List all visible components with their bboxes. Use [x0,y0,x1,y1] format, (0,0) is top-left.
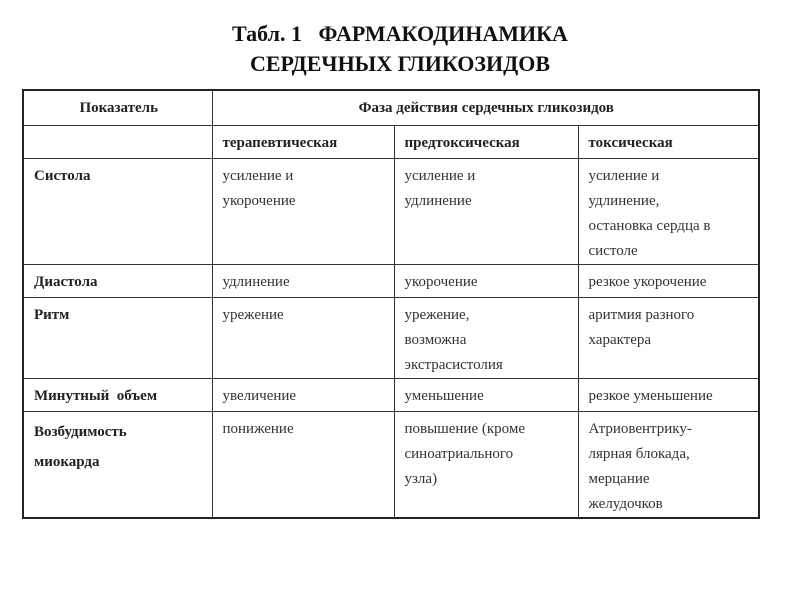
phase-therapeutic: терапевтическая [212,125,394,158]
cell-value: укорочение [394,264,578,297]
cell-value: повышение (кроме синоатриального узла) [394,411,578,518]
phase-toxic: токсическая [578,125,759,158]
cell-value: уменьшение [394,378,578,411]
row-indicator: Минутный объем [23,378,212,411]
empty-cell [23,125,212,158]
cell-value: урежение, возможна экстрасистолия [394,297,578,378]
row-indicator: Систола [23,158,212,264]
row-indicator: Диастола [23,264,212,297]
table-row [23,158,759,264]
header-indicator: Показатель [23,90,212,125]
cell-value: аритмия разного характера [578,297,759,378]
table-row [23,411,759,518]
table-row [23,297,759,378]
table-row [23,264,759,297]
title-line-2: СЕРДЕЧНЫХ ГЛИКОЗИДОВ [249,51,551,76]
title-line-1: Табл. 1 ФАРМАКОДИНАМИКА [232,21,568,46]
row-indicator: Ритм [23,297,212,378]
cell-value: усиление и удлинение [394,158,578,264]
cell-value: резкое уменьшение [578,378,759,411]
pharmacodynamics-table [22,89,760,519]
cell-value: усиление и удлинение, остановка сердца в систоле [578,158,759,264]
row-indicator: Возбудимость миокарда [23,411,212,518]
phase-pretoxic: предтоксическая [394,125,578,158]
phase-row [23,125,759,158]
cell-value: усиление и укорочение [212,158,394,264]
header-row [23,90,759,125]
header-phase: Фаза действия сердечных гликозидов [212,90,759,125]
cell-value: удлинение [212,264,394,297]
cell-value: увеличение [212,378,394,411]
cell-value: урежение [212,297,394,378]
cell-value: понижение [212,411,394,518]
cell-value: резкое укорочение [578,264,759,297]
cell-value: Атриовентрику- лярная блокада, мерцание желудочков [578,411,759,518]
table-row [23,378,759,411]
table-title [0,19,800,79]
